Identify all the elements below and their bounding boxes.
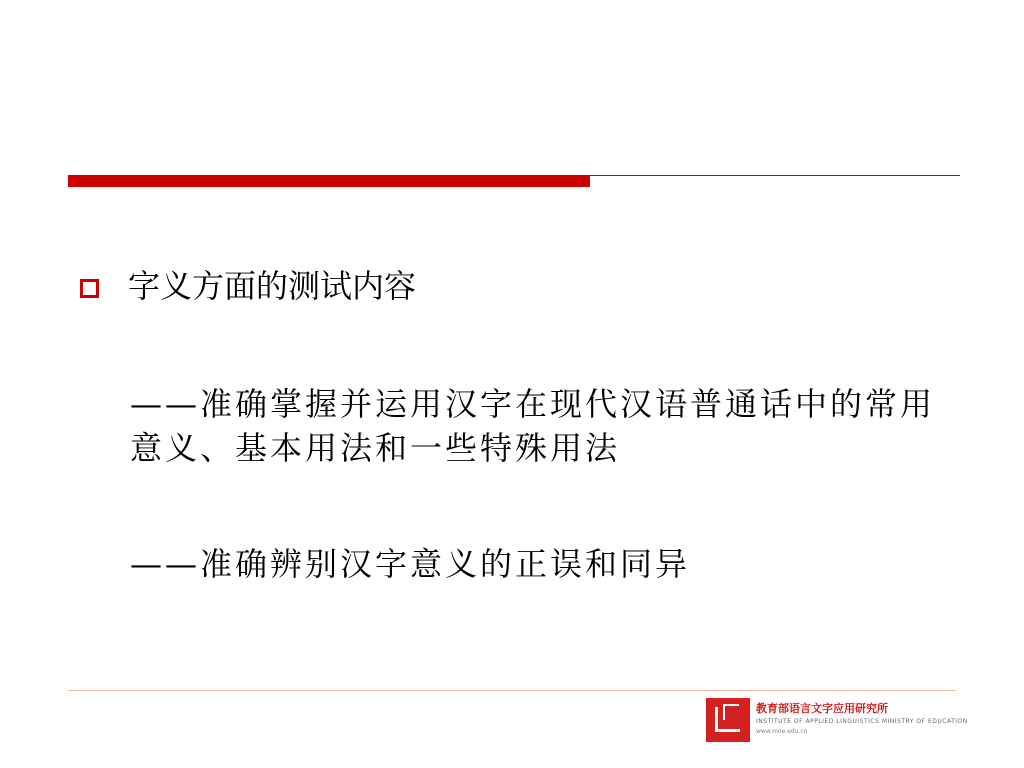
logo-url: www.moe.edu.cn	[756, 728, 808, 735]
logo-mark-icon	[706, 698, 750, 742]
logo-title: 教育部语言文字应用研究所	[756, 702, 888, 715]
logo-subtitle: INSTITUTE OF APPLIED LINGUISTICS MINISTRY OF EDUCATION	[756, 718, 968, 725]
institute-logo	[706, 698, 986, 742]
bullet-heading: 字义方面的测试内容	[128, 267, 417, 305]
title-bar-thick	[68, 175, 590, 187]
title-bar-thin	[590, 175, 960, 176]
footer-divider	[68, 690, 956, 691]
sub-point-2: ——准确辨别汉字意义的正误和同异	[130, 545, 691, 583]
sub-point-1: ——准确掌握并运用汉字在现代汉语普通话中的常用意义、基本用法和一些特殊用法	[130, 385, 936, 467]
square-bullet-icon	[80, 279, 99, 298]
